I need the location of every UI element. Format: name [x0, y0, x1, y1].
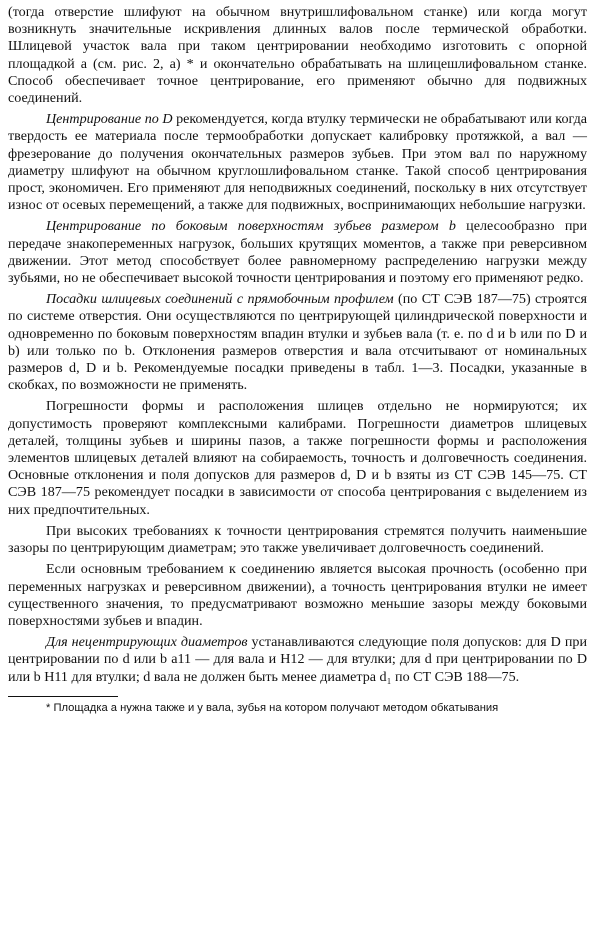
- footnote-text: * Площадка а нужна также и у вала, зубья на котором получают методом обкатывания: [46, 701, 499, 714]
- paragraph-5-text: При высоких требованиях к точности центрирования стремятся получить наименьшие зазоры по центрирующим диаметрам; это также увеличивает долговечность соединений.: [8, 522, 587, 557]
- paragraph-2: [8, 218, 587, 287]
- paragraph-4: [8, 398, 587, 518]
- paragraph-3-text: (по СТ СЭВ 187—75) строятся по системе отверстия. Они осуществляются по центрирующей цилиндрической поверхности и одновременно по боковым поверхностям впадин втулки и зубьев вала (т. е. по d и b или по D и b) или только по b. Отклонения размеров отверстия и вала отсчитывают от номинальных размеров d, D и b. Рекомендуемые посадки приведены в табл. 1—3. Посадки, указанные в скобках, по возможности не применять.: [8, 291, 587, 394]
- paragraph-1-text: рекомендуется, когда втулку термически не обрабатывают или когда твердость ее материала после термообработки допускает калибровку протяжкой, а вал — фрезерование до получения окончательных размеров зубьев. При этом вал по наружному диаметру шлифуют на обычном круглошлифовальном станке. Такой способ центрирования прост, экономичен. Его применяют для неподвижных соединений, поскольку в них отсутствует износ от осевых перемещений, а также для подвижных, воспринимающих небольшие нагрузки.: [8, 111, 587, 214]
- paragraph-4-text: Погрешности формы и расположения шлицев отдельно не нормируются; их допустимость проверяют комплексными калибрами. Погрешности диаметров шлицевых деталей, толщины зубьев и ширины пазов, а также погрешности формы и расположения элементов шлицевых деталей влияют на собираемость, точность и долговечность соединения. Основные отклонения и поля допусков для размеров d, D и b взяты из СТ СЭВ 145—75. СТ СЭВ 187—75 рекомендует посадки в зависимости от способа центрирования с выделением из них предпочтительных.: [8, 398, 587, 518]
- paragraph-5: [8, 523, 587, 557]
- paragraph-7-lead: Для нецентрирующих диаметров: [46, 634, 248, 651]
- paragraph-0-text: (тогда отверстие шлифуют на обычном внутришлифовальном станке) или когда могут возникнуть значительные искривления длинных валов после термической обработки. Шлицевой участок вала при таком центрировании необходимо изготовить с опорной площадкой а (см. рис. 2, а) * и окончательно обрабатывать на шлицешлифовальном станке. Способ обеспечивает точное центрирование, его применяют обычно для подвижных соединений.: [8, 4, 587, 107]
- paragraph-3-lead: Посадки шлицевых соединений с прямобочным профилем: [46, 291, 394, 308]
- paragraph-6-text: Если основным требованием к соединению является высокая прочность (особенно при переменных нагрузках и реверсивном движении), а точность центрирования втулки не имеет существенного значения, то предусматривают возможно меньшие зазоры между боковыми поверхностями зубьев и впадин.: [8, 561, 587, 629]
- paragraph-0: [8, 4, 587, 107]
- paragraph-7: [8, 634, 587, 686]
- paragraph-2-text: целесообразно при передаче знакопеременных нагрузок, больших крутящих моментов, а также при реверсивном движении. Этот метод способствует более равномерному распределению нагрузки между зубьями, но не обеспечивает высокой точности центрирования и поэтому его применяют редко.: [8, 218, 587, 287]
- paragraph-6: [8, 561, 587, 630]
- paragraph-2-lead: Центрирование по боковым поверхностям зубьев размером b: [46, 218, 456, 235]
- footnote: [8, 701, 587, 715]
- paragraph-1-lead: Центрирование по D: [46, 111, 173, 128]
- paragraph-7-text: устанавливаются следующие поля допусков: для D при центрировании по d или b a11 — для вала и H12 — для втулки; для d при центрировании по D или b H11 для втулки; d вала не должен быть менее диаметра d₁ по СТ СЭВ 188—75.: [8, 634, 587, 685]
- paragraph-1: [8, 111, 587, 214]
- paragraph-3: [8, 291, 587, 394]
- footnote-divider: [8, 696, 118, 697]
